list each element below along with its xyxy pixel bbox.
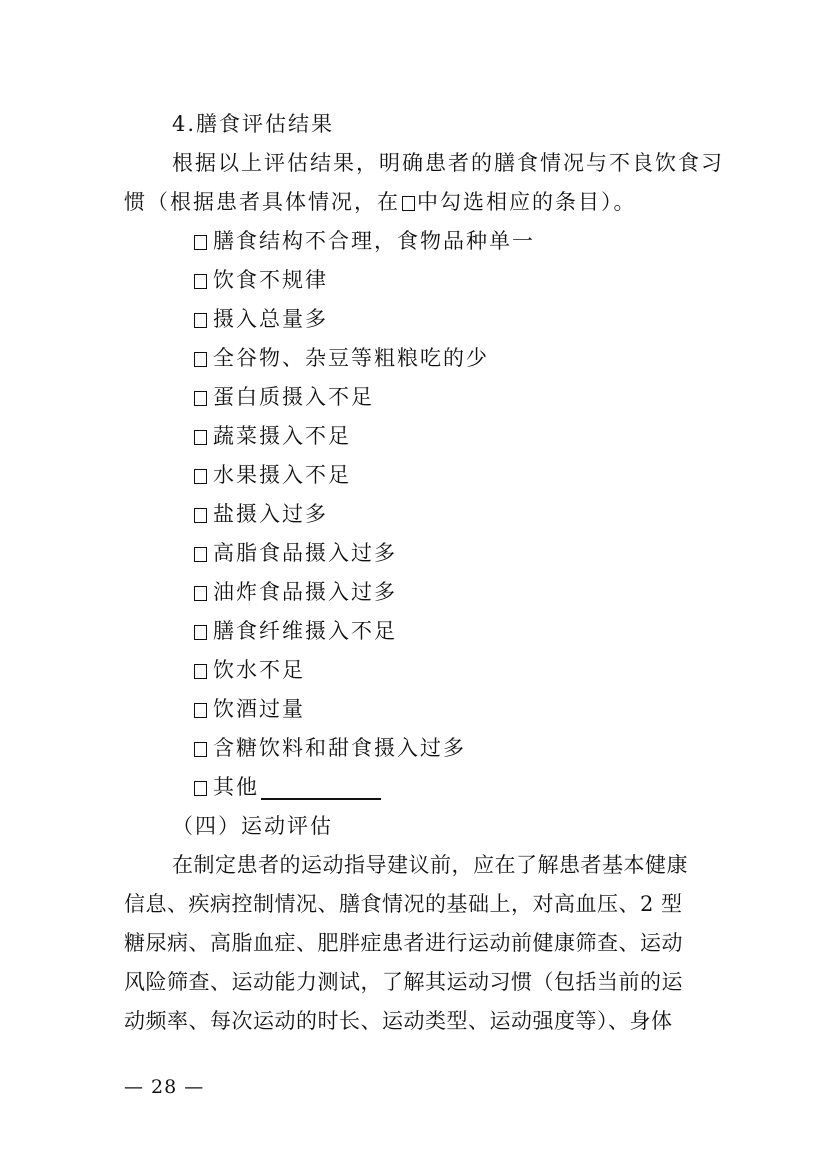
checklist-item (194, 695, 305, 723)
page-number: — 28 — (124, 1076, 205, 1098)
checklist-item-label: 高脂食品摄入过多 (213, 541, 397, 565)
exercise-paragraph-line: 信息、疾病控制情况、膳食情况的基础上，对高血压、2 型 (124, 892, 683, 916)
checklist-item-label: 水果摄入不足 (213, 463, 351, 487)
intro-line-2-after: 中勾选相应的条目）。 (417, 190, 637, 214)
checklist-item-label: 摄入总量多 (213, 307, 328, 331)
exercise-paragraph-line: 动频率、每次运动的时长、运动类型、运动强度等）、身体 (124, 1009, 673, 1033)
checkbox-icon[interactable] (194, 274, 207, 289)
checklist-item-label: 饮食不规律 (213, 268, 328, 292)
checklist-item-label: 其他 (213, 775, 259, 799)
checklist-item-label: 油炸食品摄入过多 (213, 580, 397, 604)
checkbox-icon[interactable] (194, 742, 207, 757)
checkbox-icon[interactable] (194, 586, 207, 601)
checklist-item (194, 656, 305, 684)
checklist-item-label: 全谷物、杂豆等粗粮吃的少 (213, 346, 489, 370)
checklist-item-label: 膳食纤维摄入不足 (213, 619, 397, 643)
checklist-item (194, 539, 397, 567)
checklist-item (194, 227, 535, 255)
intro-line-2 (124, 188, 637, 216)
exercise-paragraph-line: 在制定患者的运动指导建议前，应在了解患者基本健康 (172, 853, 688, 877)
checklist-item-label: 蛋白质摄入不足 (213, 385, 374, 409)
intro-line-2-before: 惯（根据患者具体情况，在 (124, 190, 400, 214)
subsection-heading: （四）运动评估 (172, 814, 333, 838)
checkbox-icon[interactable] (194, 508, 207, 523)
checkbox-icon[interactable] (194, 781, 207, 796)
checklist-item-label: 蔬菜摄入不足 (213, 424, 351, 448)
checklist-item-label: 饮酒过量 (213, 697, 305, 721)
checkbox-icon[interactable] (194, 625, 207, 640)
checklist-item-label: 含糖饮料和甜食摄入过多 (213, 736, 466, 760)
checkbox-icon[interactable] (194, 235, 207, 250)
section-heading: 4.膳食评估结果 (172, 112, 335, 136)
checkbox-icon[interactable] (194, 352, 207, 367)
checklist-item (194, 734, 466, 762)
checklist-item-label: 饮水不足 (213, 658, 305, 682)
checklist-item-label: 膳食结构不合理，食物品种单一 (213, 229, 535, 253)
checkbox-icon[interactable] (194, 391, 207, 406)
checklist-item (194, 422, 351, 450)
checkbox-icon[interactable] (194, 664, 207, 679)
checklist-item (194, 383, 374, 411)
intro-line-1: 根据以上评估结果，明确患者的膳食情况与不良饮食习 (172, 151, 724, 175)
checklist-item (194, 617, 397, 645)
checklist-item-other (194, 773, 381, 801)
exercise-paragraph-line: 风险筛查、运动能力测试，了解其运动习惯（包括当前的运 (124, 970, 683, 994)
checklist-item-label: 盐摄入过多 (213, 502, 328, 526)
checklist-item (194, 461, 351, 489)
other-blank-field[interactable] (261, 774, 381, 800)
checkbox-icon[interactable] (194, 469, 207, 484)
checklist-item (194, 578, 397, 606)
checkbox-icon[interactable] (194, 430, 207, 445)
checklist-item (194, 500, 328, 528)
checkbox-icon[interactable] (194, 547, 207, 562)
checklist-item (194, 344, 489, 372)
checkbox-icon[interactable] (194, 703, 207, 718)
checklist-item (194, 305, 328, 333)
checklist-item (194, 266, 328, 294)
exercise-paragraph-line: 糖尿病、高脂血症、肥胖症患者进行运动前健康筛查、运动 (124, 931, 683, 955)
inline-checkbox-icon (402, 196, 415, 211)
checkbox-icon[interactable] (194, 313, 207, 328)
